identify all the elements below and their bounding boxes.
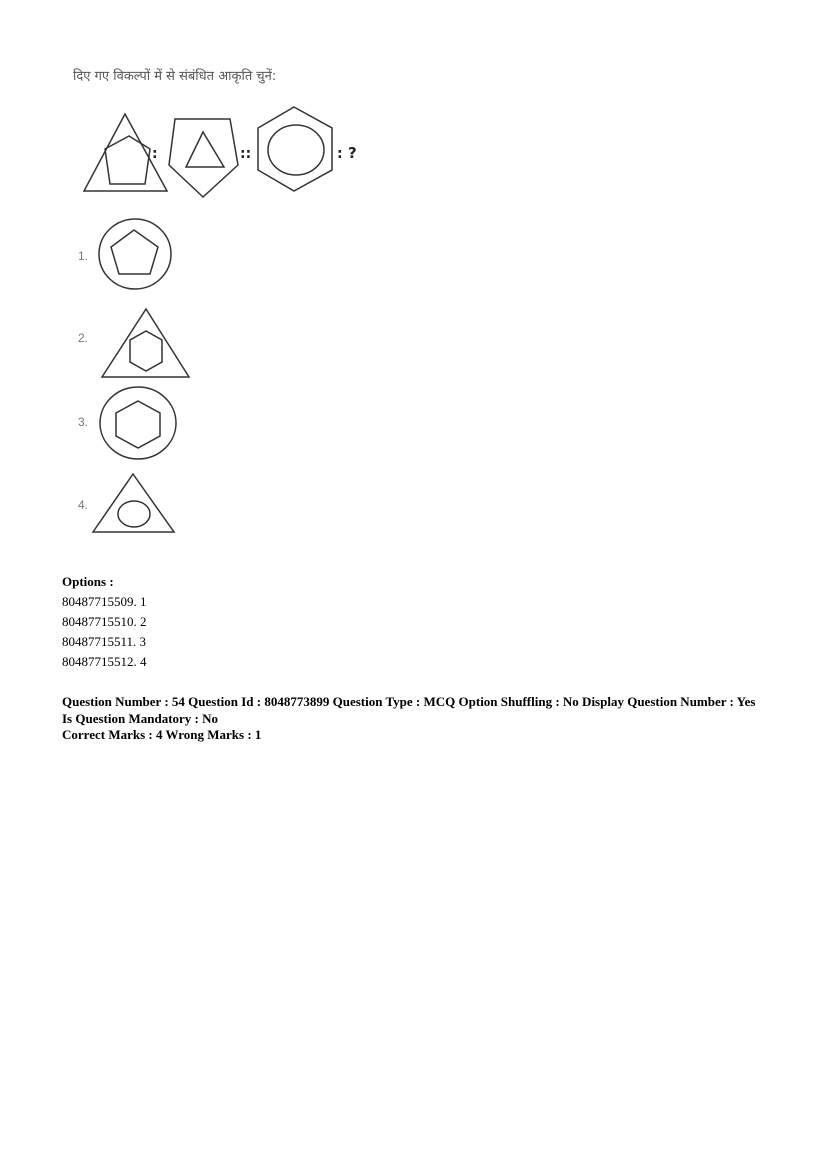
pentagon-with-triangle-figure [169, 119, 238, 197]
outer-hexagon [258, 107, 332, 191]
meta-line-mandatory: Is Question Mandatory : No [62, 710, 219, 726]
question-prompt: दिए गए विकल्पों में से संबंधित आकृति चुनें: [73, 69, 277, 84]
outer-pentagon [169, 119, 238, 197]
option-3-figure [100, 387, 176, 459]
meta-line-question-info: Question Number : 54 Question Id : 8048773899 Question Type : MCQ Option Shuffling : No Display Question Number : Yes [62, 694, 756, 709]
option-item: 80487715510. 2 [62, 614, 147, 629]
inner-pentagon [105, 136, 150, 184]
figure-option-label: 2. [78, 331, 89, 345]
separator-2: :: [240, 146, 252, 162]
option-item: 80487715509. 1 [62, 594, 147, 609]
option-3-hexagon [116, 401, 160, 448]
option-item: 80487715512. 4 [62, 654, 147, 669]
options-list [62, 572, 147, 672]
option-2-triangle [102, 309, 189, 377]
inner-triangle [186, 132, 224, 167]
option-1-pentagon [111, 230, 158, 274]
figure-option-label: 3. [78, 415, 89, 429]
option-4-triangle [93, 474, 174, 532]
option-1-figure [99, 219, 171, 289]
separator-3: : [337, 146, 343, 162]
question-mark: ? [348, 144, 357, 162]
option-4-figure [93, 474, 174, 532]
option-item: 80487715511. 3 [62, 634, 147, 649]
separator-1: : [152, 146, 158, 162]
option-2-figure [102, 309, 189, 377]
options-title: Options : [62, 574, 114, 589]
option-1-circle [99, 219, 171, 289]
option-4-ellipse [118, 501, 150, 527]
hexagon-with-ellipse-figure [258, 107, 332, 191]
question-meta [62, 694, 782, 744]
figure-option-label: 1. [78, 249, 89, 263]
option-2-hexagon [130, 331, 162, 371]
question-figure [0, 0, 826, 560]
inner-ellipse [268, 125, 324, 175]
figure-option-label: 4. [78, 498, 89, 512]
meta-line-marks: Correct Marks : 4 Wrong Marks : 1 [62, 727, 262, 742]
